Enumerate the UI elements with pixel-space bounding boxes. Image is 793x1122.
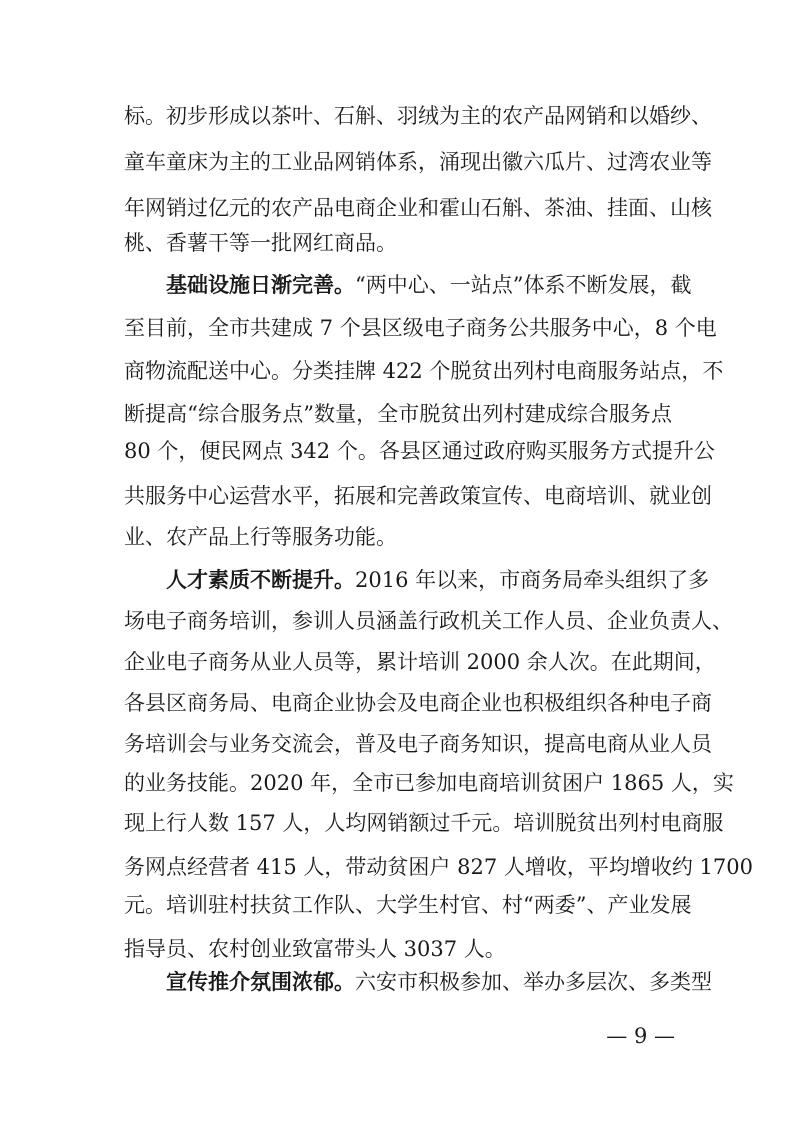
paragraph-3-line-10 [124, 932, 672, 966]
paragraph-3-line-4 [124, 686, 712, 720]
text-span: 年网销过亿元的农产品电商企业和霍山石斛、茶油、挂面、山核 [124, 196, 712, 220]
text-span: 桃、香薯干等一批网红商品。 [124, 231, 397, 255]
text-span: 指导员、农村创业致富带头人 3037 人。 [124, 937, 506, 961]
text-span: 标。初步形成以茶叶、石斛、羽绒为主的农产品网销和以婚纱、 [124, 104, 712, 128]
paragraph-2-line-5 [124, 434, 715, 468]
paragraph-heading: 基础设施日渐完善。 [166, 273, 355, 297]
text-span: 童车童床为主的工业品网销体系，涌现出徽六瓜片、过湾农业等 [124, 150, 712, 174]
paragraph-2-line-4 [124, 397, 672, 431]
text-span: 80 个，便民网点 342 个。各县区通过政府购买服务方式提升公 [124, 439, 715, 463]
paragraph-heading: 人才素质不断提升。 [166, 568, 355, 592]
text-span: 六安市积极参加、举办多层次、多类型 [355, 970, 712, 994]
paragraph-2-line-1 [166, 268, 692, 302]
paragraph-3-line-1 [166, 563, 710, 597]
text-span: 务网点经营者 415 人，带动贫困户 827 人增收，平均增收约 1700 [124, 855, 753, 879]
text-span: 的业务技能。2020 年，全市已参加电商培训贫困户 1865 人，实 [124, 771, 734, 795]
text-span: 元。培训驻村扶贫工作队、大学生村官、村“两委”、产业发展 [124, 893, 692, 917]
paragraph-1-line-2 [124, 145, 712, 179]
text-span: 业、农产品上行等服务功能。 [124, 525, 397, 549]
text-span: 各县区商务局、电商企业协会及电商企业也积极组织各种电子商 [124, 691, 712, 715]
paragraph-3-line-8 [124, 850, 753, 884]
paragraph-3-line-2 [124, 604, 733, 638]
text-span: 现上行人数 157 人，人均网销额过千元。培训脱贫出列村电商服 [124, 811, 724, 835]
text-span: 务培训会与业务交流会，普及电子商务知识，提高电商从业人员 [124, 732, 712, 756]
text-span: 共服务中心运营水平，拓展和完善政策宣传、电商培训、就业创 [124, 484, 712, 508]
paragraph-2-line-3 [124, 354, 724, 388]
text-span: 场电子商务培训，参训人员涵盖行政机关工作人员、企业负责人、 [124, 609, 733, 633]
text-span: 断提高“综合服务点”数量，全市脱贫出列村建成综合服务点 [124, 402, 672, 426]
text-span: 2016 年以来，市商务局牵头组织了多 [355, 568, 710, 592]
text-span: “两中心、一站点”体系不断发展，截 [355, 273, 692, 297]
paragraph-3-line-7 [124, 806, 724, 840]
paragraph-3-line-6 [124, 766, 734, 800]
paragraph-2-line-2 [124, 311, 717, 345]
paragraph-2-line-7 [124, 520, 672, 554]
paragraph-1-line-1 [124, 99, 712, 133]
paragraph-3-line-5 [124, 727, 712, 761]
text-span: 至目前，全市共建成 7 个县区级电子商务公共服务中心，8 个电 [124, 316, 717, 340]
paragraph-3-line-9 [124, 888, 692, 922]
paragraph-2-line-6 [124, 479, 712, 513]
paragraph-1-line-4 [124, 226, 672, 260]
text-span: 商物流配送中心。分类挂牌 422 个脱贫出列村电商服务站点，不 [124, 359, 724, 383]
paragraph-3-line-3 [124, 645, 716, 679]
page-number: — 9 — [606, 1024, 675, 1048]
paragraph-heading: 宣传推介氛围浓郁。 [166, 970, 355, 994]
paragraph-1-line-3 [124, 191, 712, 225]
text-span: 企业电子商务从业人员等，累计培训 2000 余人次。在此期间， [124, 650, 716, 674]
paragraph-4-line-1 [166, 965, 712, 999]
